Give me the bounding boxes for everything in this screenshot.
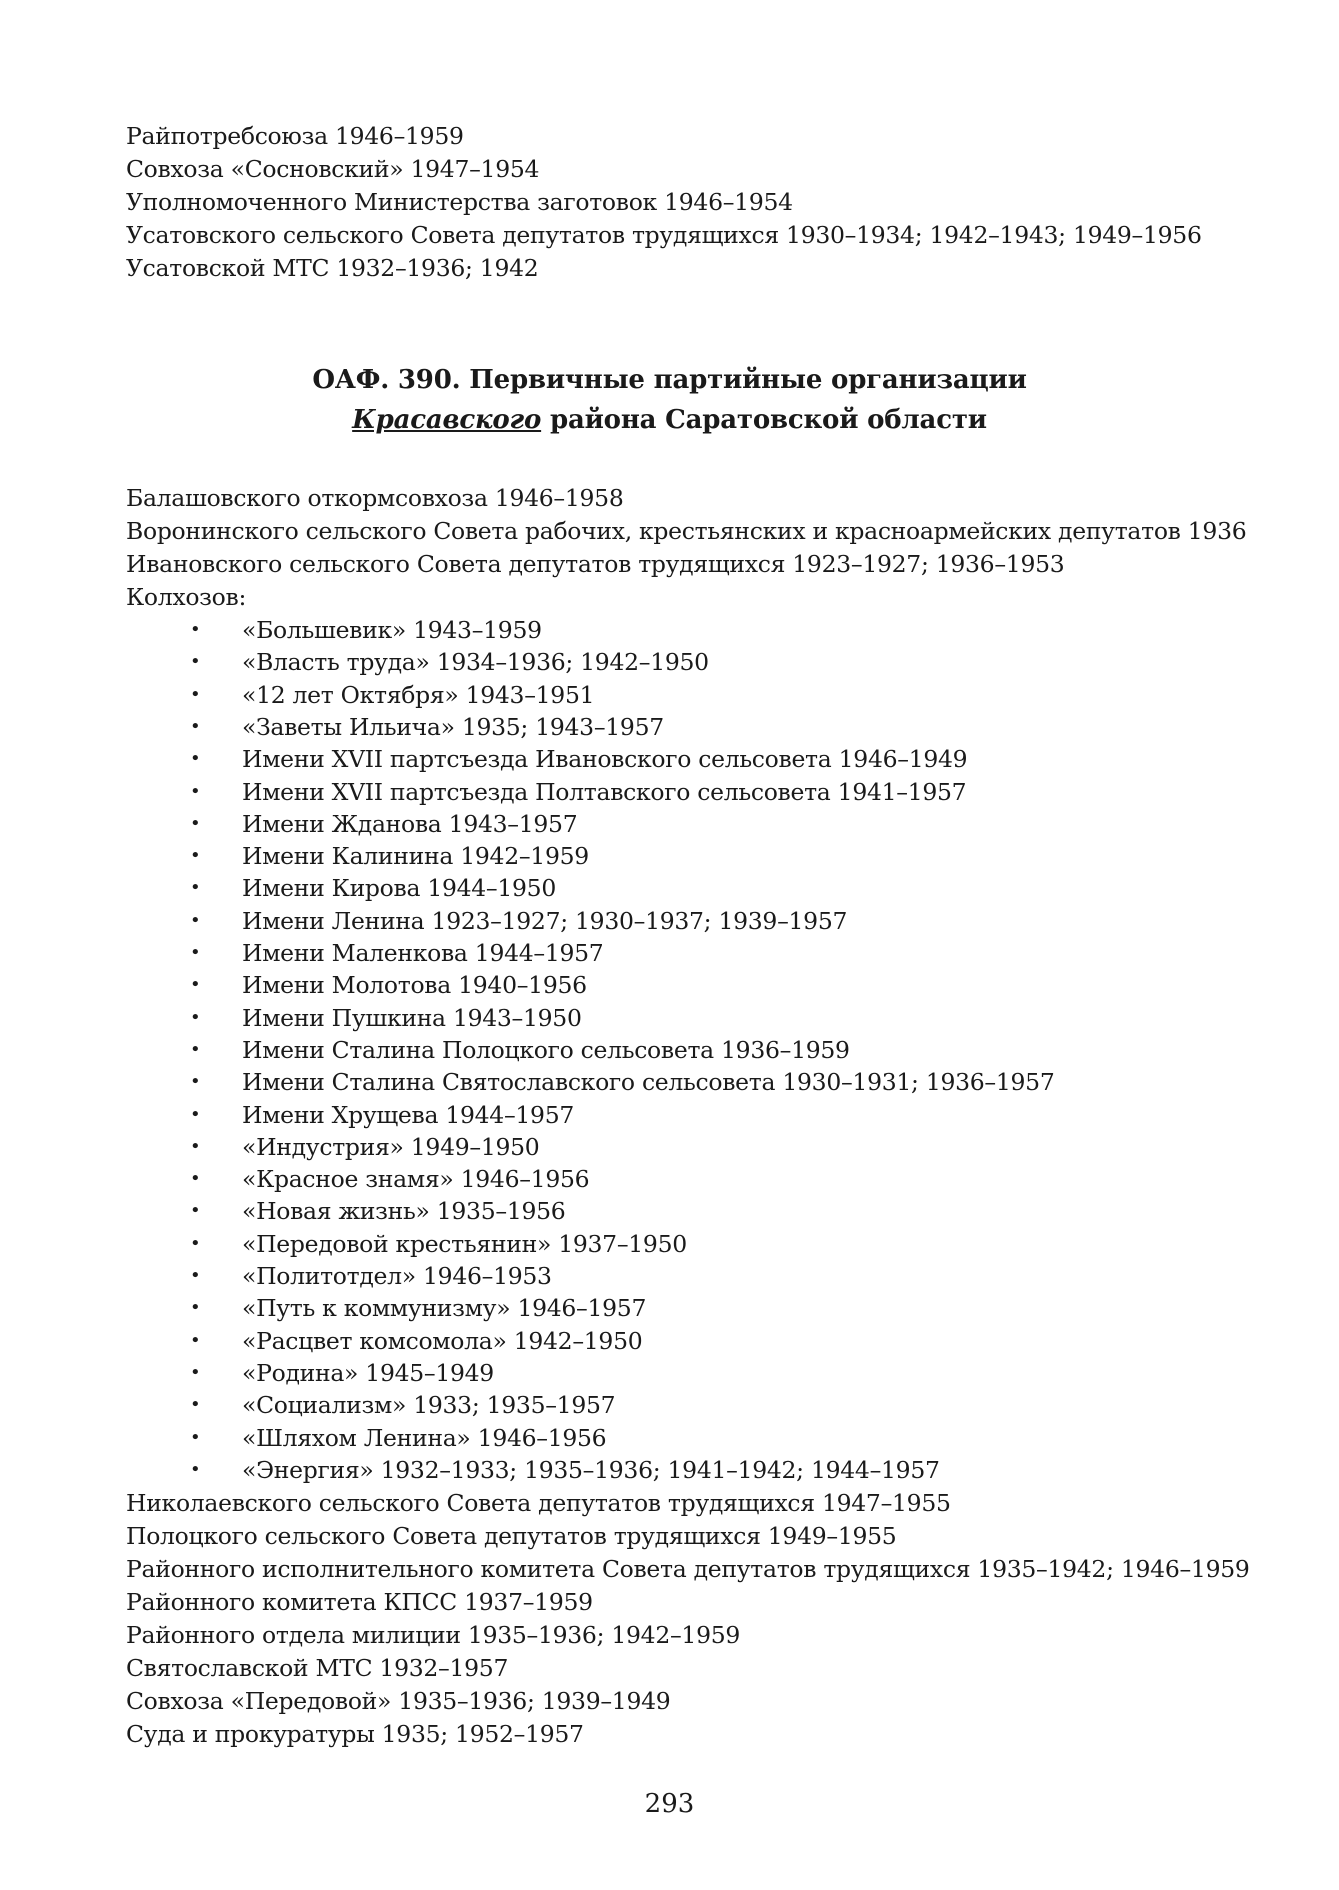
closing-line: Районного исполнительного комитета Совета депутатов трудящихся 1935–1942; 1946–1959: [126, 1555, 1250, 1583]
bullet-icon: •: [190, 748, 201, 769]
kolkhoz-name: «Индустрия» 1949–1950: [242, 1133, 540, 1161]
kolkhoz-name: Имени Маленкова 1944–1957: [242, 939, 604, 967]
bullet-icon: •: [190, 781, 201, 802]
kolkhoz-name: Имени Кирова 1944–1950: [242, 874, 556, 902]
kolkhoz-name: «Красное знамя» 1946–1956: [242, 1165, 590, 1193]
top-line: Уполномоченного Министерства заготовок 1946–1954: [126, 188, 793, 216]
bullet-icon: •: [190, 813, 201, 834]
bullet-icon: •: [190, 1007, 201, 1028]
kolkhoz-name: «Энергия» 1932–1933; 1935–1936; 1941–1942; 1944–1957: [242, 1456, 940, 1484]
section-heading-line2: [0, 400, 1339, 440]
kolkhoz-name: Имени XVII партсъезда Полтавского сельсовета 1941–1957: [242, 778, 967, 806]
kolkhoz-name: Имени Калинина 1942–1959: [242, 842, 589, 870]
heading-district-name: Красавского: [352, 405, 542, 435]
kolkhoz-name: Имени Хрущева 1944–1957: [242, 1101, 575, 1129]
kolkhoz-name: Имени Ленина 1923–1927; 1930–1937; 1939–1957: [242, 907, 848, 935]
kolkhoz-name: «Расцвет комсомола» 1942–1950: [242, 1327, 643, 1355]
intro-line: Ивановского сельского Совета депутатов трудящихся 1923–1927; 1936–1953: [126, 550, 1065, 578]
closing-line: Суда и прокуратуры 1935; 1952–1957: [126, 1720, 584, 1748]
kolkhoz-name: «Социализм» 1933; 1935–1957: [242, 1391, 616, 1419]
bullet-icon: •: [190, 619, 201, 640]
closing-line: Районного отдела милиции 1935–1936; 1942–1959: [126, 1621, 741, 1649]
bullet-icon: •: [190, 1265, 201, 1286]
bullet-icon: •: [190, 974, 201, 995]
bullet-icon: •: [190, 1459, 201, 1480]
bullet-icon: •: [190, 1168, 201, 1189]
heading-line2-rest: района Саратовской области: [541, 405, 987, 435]
kolkhoz-name: «12 лет Октября» 1943–1951: [242, 681, 595, 709]
top-line: Усатовской МТС 1932–1936; 1942: [126, 254, 539, 282]
closing-line: Районного комитета КПСС 1937–1959: [126, 1588, 593, 1616]
bullet-icon: •: [190, 942, 201, 963]
kolkhoz-name: «Большевик» 1943–1959: [242, 616, 542, 644]
bullet-icon: •: [190, 910, 201, 931]
bullet-icon: •: [190, 1394, 201, 1415]
kolkhoz-name: «Новая жизнь» 1935–1956: [242, 1197, 566, 1225]
intro-line: Воронинского сельского Совета рабочих, крестьянских и красноармейских депутатов 1936: [126, 517, 1247, 545]
kolkhoz-name: Имени XVII партсъезда Ивановского сельсовета 1946–1949: [242, 745, 968, 773]
bullet-icon: •: [190, 1071, 201, 1092]
kolkhoz-name: «Родина» 1945–1949: [242, 1359, 494, 1387]
kolkhoz-name: «Заветы Ильича» 1935; 1943–1957: [242, 713, 664, 741]
kolkhoz-name: Имени Жданова 1943–1957: [242, 810, 578, 838]
bullet-icon: •: [190, 845, 201, 866]
bullet-icon: •: [190, 1427, 201, 1448]
bullet-icon: •: [190, 877, 201, 898]
bullet-icon: •: [190, 1136, 201, 1157]
kolkhoz-name: Имени Пушкина 1943–1950: [242, 1004, 582, 1032]
bullet-icon: •: [190, 651, 201, 672]
top-line: Райпотребсоюза 1946–1959: [126, 122, 464, 150]
kolkhozes-label: Колхозов:: [126, 583, 247, 611]
closing-line: Святославской МТС 1932–1957: [126, 1654, 509, 1682]
section-heading-line1: ОАФ. 390. Первичные партийные организации: [312, 365, 1027, 395]
intro-line: Балашовского откормсовхоза 1946–1958: [126, 484, 624, 512]
bullet-icon: •: [190, 716, 201, 737]
bullet-icon: •: [190, 1330, 201, 1351]
kolkhoz-name: Имени Сталина Полоцкого сельсовета 1936–1959: [242, 1036, 850, 1064]
top-line: Усатовского сельского Совета депутатов трудящихся 1930–1934; 1942–1943; 1949–1956: [126, 221, 1202, 249]
bullet-icon: •: [190, 1362, 201, 1383]
bullet-icon: •: [190, 1039, 201, 1060]
kolkhoz-name: Имени Молотова 1940–1956: [242, 971, 587, 999]
kolkhoz-name: «Политотдел» 1946–1953: [242, 1262, 552, 1290]
kolkhoz-name: «Власть труда» 1934–1936; 1942–1950: [242, 648, 709, 676]
bullet-icon: •: [190, 1104, 201, 1125]
page-number: 293: [644, 1789, 695, 1819]
bullet-icon: •: [190, 1297, 201, 1318]
closing-line: Николаевского сельского Совета депутатов трудящихся 1947–1955: [126, 1489, 951, 1517]
kolkhoz-name: «Шляхом Ленина» 1946–1956: [242, 1424, 607, 1452]
bullet-icon: •: [190, 1200, 201, 1221]
kolkhoz-name: Имени Сталина Святославского сельсовета 1930–1931; 1936–1957: [242, 1068, 1055, 1096]
bullet-icon: •: [190, 684, 201, 705]
closing-line: Совхоза «Передовой» 1935–1936; 1939–1949: [126, 1687, 671, 1715]
bullet-icon: •: [190, 1233, 201, 1254]
closing-line: Полоцкого сельского Совета депутатов трудящихся 1949–1955: [126, 1522, 897, 1550]
kolkhoz-name: «Передовой крестьянин» 1937–1950: [242, 1230, 687, 1258]
top-line: Совхоза «Сосновский» 1947–1954: [126, 155, 540, 183]
kolkhoz-name: «Путь к коммунизму» 1946–1957: [242, 1294, 647, 1322]
